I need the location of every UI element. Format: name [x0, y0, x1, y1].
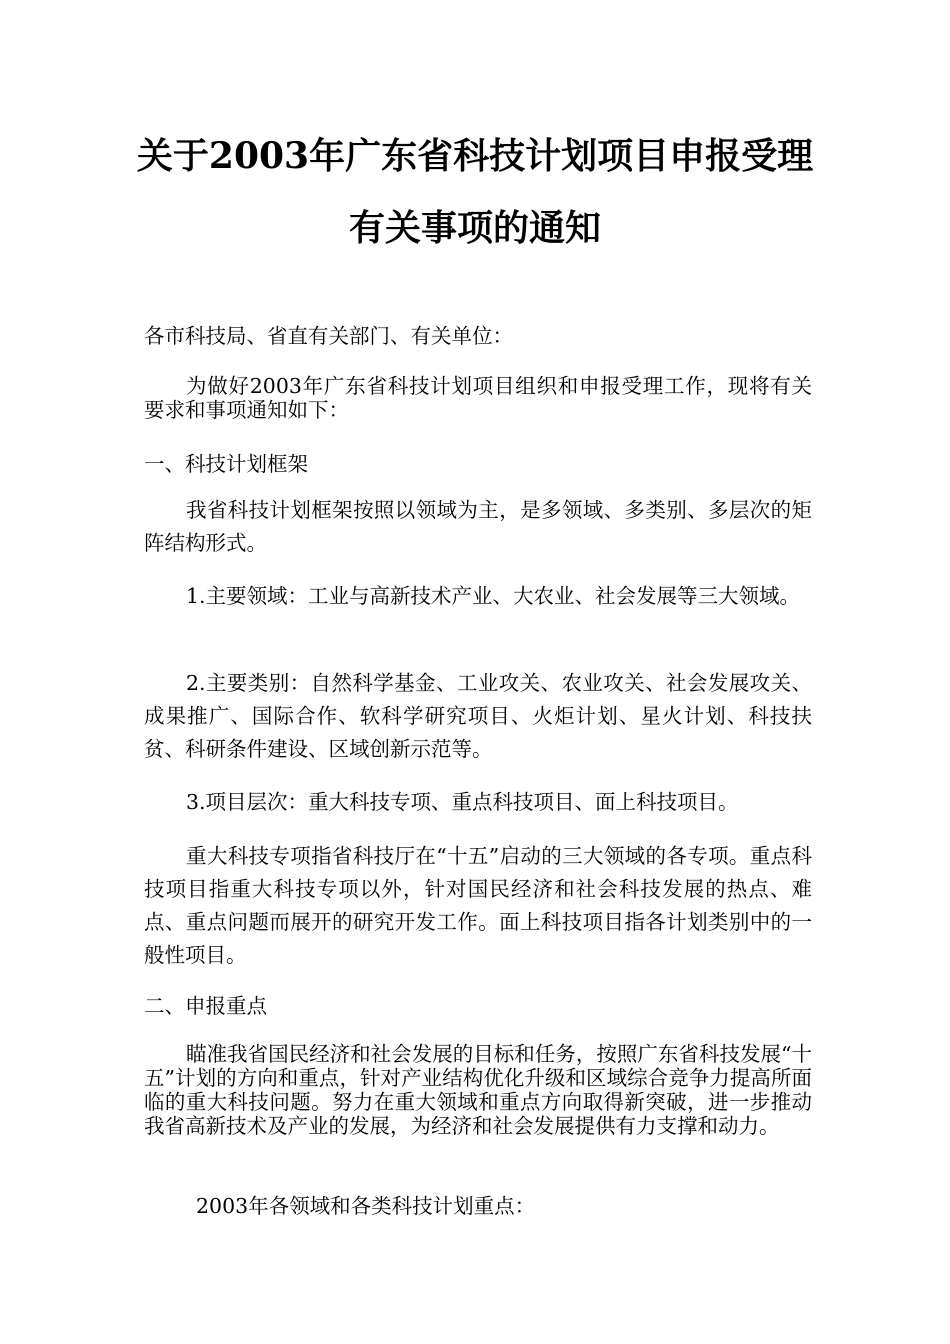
focus-paragraph: 瞄准我省国民经济和社会发展的目标和任务，按照广东省科技发展“十五”计划的方向和重点，针对产业结构优化升级和区域综合竞争力提高所面临的重大科技问题。努力在重大领域和重点方向取得新突破，进一步推动我省高新技术及产业的发展，为经济和社会发展提供有力支撑和动力。	[144, 1042, 812, 1138]
document-title-line-1: 关于2003年广东省科技计划项目申报受理	[136, 135, 814, 177]
section-heading-framework: 一、科技计划框架	[144, 452, 308, 476]
levels-paragraph: 重大科技专项指省科技厅在“十五”启动的三大领域的各专项。重点科技项目指重大科技专项以外，针对国民经济和社会科技发展的热点、难点、重点问题而展开的研究开发工作。面上科技项目指各计划类别中的一般性项目。	[144, 844, 812, 967]
list-item-levels: 3.项目层次：重大科技专项、重点科技项目、面上科技项目。	[186, 790, 739, 814]
salutation: 各市科技局、省直有关部门、有关单位：	[144, 324, 513, 348]
section-heading-focus: 二、申报重点	[144, 994, 267, 1018]
list-item-fields: 1.主要领域：工业与高新技术产业、大农业、社会发展等三大领域。	[186, 584, 801, 608]
intro-paragraph: 为做好2003年广东省科技计划项目组织和申报受理工作，现将有关要求和事项通知如下：	[144, 374, 812, 422]
document-title-line-2: 有关事项的通知	[348, 207, 601, 249]
focus-2003-paragraph: 2003年各领域和各类科技计划重点：	[196, 1194, 536, 1218]
list-item-categories: 2.主要类别：自然科学基金、工业攻关、农业攻关、社会发展攻关、成果推广、国际合作、软科学研究项目、火炬计划、星火计划、科技扶贫、科研条件建设、区域创新示范等。	[144, 671, 812, 761]
framework-paragraph: 我省科技计划框架按照以领域为主，是多领域、多类别、多层次的矩阵结构形式。	[144, 498, 812, 555]
